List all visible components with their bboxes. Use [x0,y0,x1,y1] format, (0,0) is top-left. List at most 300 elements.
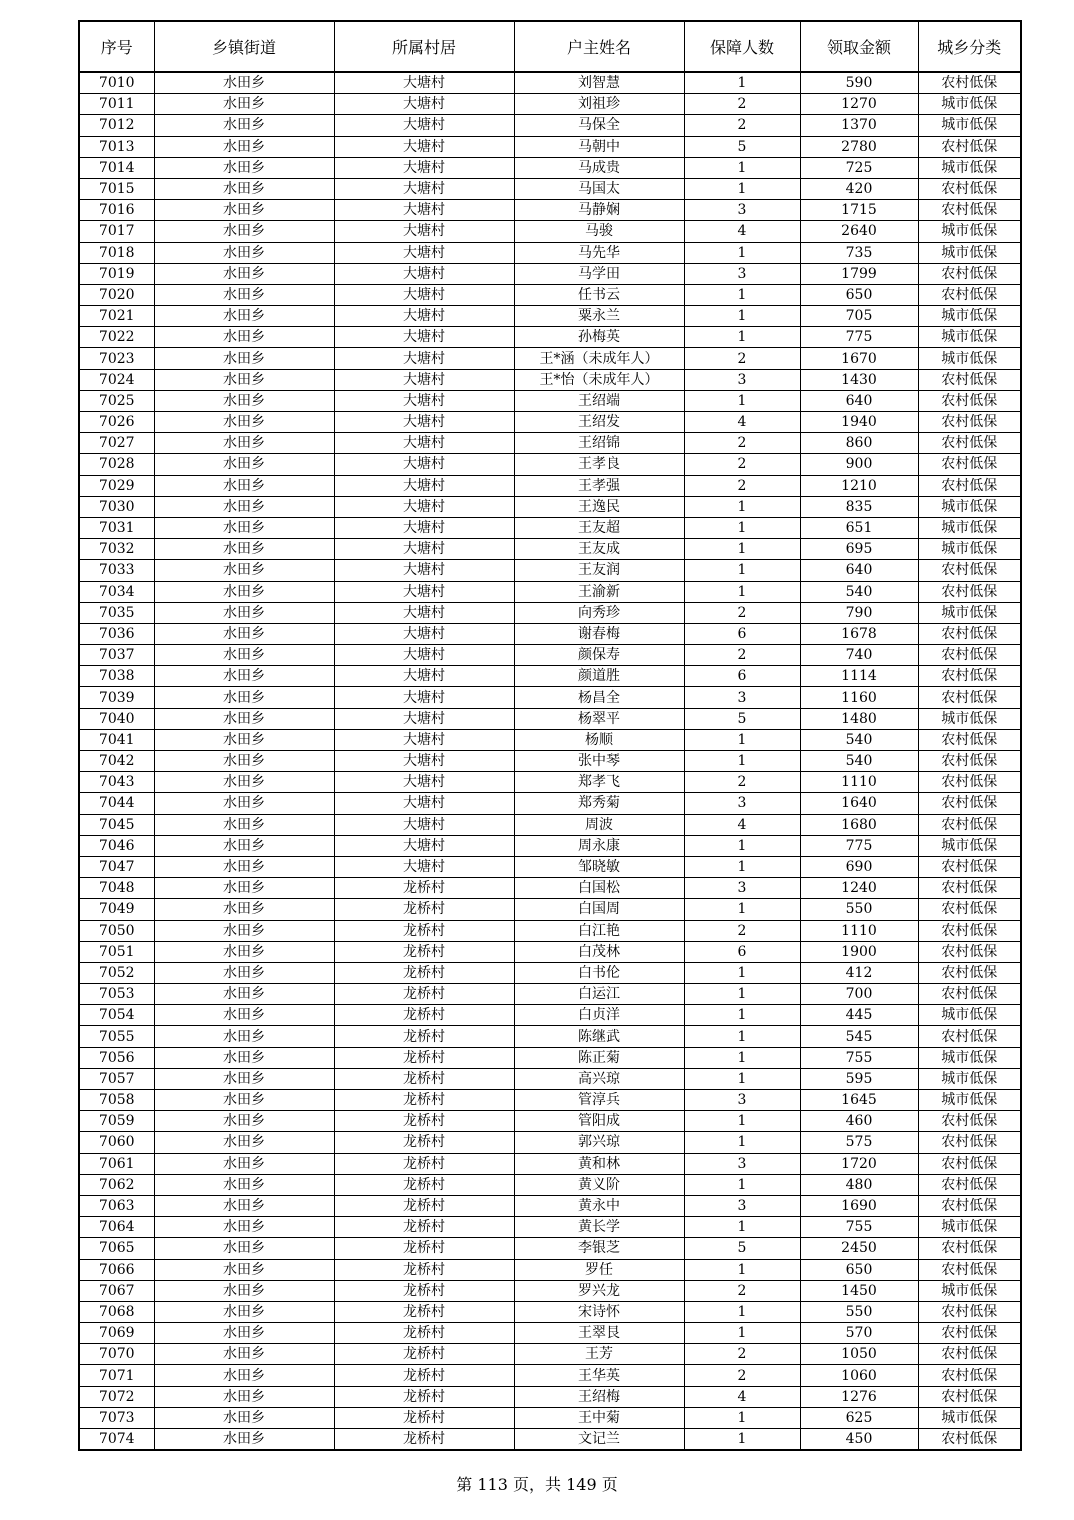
householder-name-cell: 王渝新 [514,581,684,602]
covered-persons-cell: 6 [684,666,800,687]
table-row [79,539,1021,560]
township-cell: 水田乡 [154,454,334,475]
amount-cell: 1640 [800,793,918,814]
householder-name-cell: 王逸民 [514,496,684,517]
serial-number-cell: 7057 [79,1068,154,1089]
village-cell: 大塘村 [334,242,514,263]
table-row [79,1344,1021,1365]
serial-number-cell: 7068 [79,1301,154,1322]
category-cell: 农村低保 [918,1386,1021,1407]
covered-persons-cell: 2 [684,772,800,793]
amount-cell: 2780 [800,136,918,157]
covered-persons-cell: 2 [684,115,800,136]
header-householder-name: 户主姓名 [514,21,684,72]
township-cell: 水田乡 [154,1111,334,1132]
householder-name-cell: 黄义阶 [514,1174,684,1195]
covered-persons-cell: 1 [684,581,800,602]
village-cell: 龙桥村 [334,1365,514,1386]
category-cell: 城市低保 [918,1407,1021,1428]
amount-cell: 755 [800,1217,918,1238]
village-cell: 龙桥村 [334,984,514,1005]
category-cell: 城市低保 [918,1280,1021,1301]
amount-cell: 550 [800,1301,918,1322]
village-cell: 大塘村 [334,136,514,157]
amount-cell: 1050 [800,1344,918,1365]
serial-number-cell: 7060 [79,1132,154,1153]
covered-persons-cell: 1 [684,899,800,920]
serial-number-cell: 7038 [79,666,154,687]
category-cell: 农村低保 [918,1323,1021,1344]
township-cell: 水田乡 [154,645,334,666]
township-cell: 水田乡 [154,412,334,433]
township-cell: 水田乡 [154,115,334,136]
serial-number-cell: 7054 [79,1005,154,1026]
category-cell: 城市低保 [918,327,1021,348]
village-cell: 大塘村 [334,475,514,496]
serial-number-cell: 7071 [79,1365,154,1386]
village-cell: 龙桥村 [334,1280,514,1301]
covered-persons-cell: 2 [684,348,800,369]
township-cell: 水田乡 [154,560,334,581]
category-cell: 农村低保 [918,1301,1021,1322]
covered-persons-cell: 3 [684,687,800,708]
serial-number-cell: 7046 [79,835,154,856]
village-cell: 大塘村 [334,645,514,666]
householder-name-cell: 王绍发 [514,412,684,433]
table-row [79,729,1021,750]
table-row [79,348,1021,369]
table-row [79,517,1021,538]
township-cell: 水田乡 [154,1005,334,1026]
village-cell: 大塘村 [334,772,514,793]
township-cell: 水田乡 [154,899,334,920]
amount-cell: 1276 [800,1386,918,1407]
serial-number-cell: 7021 [79,306,154,327]
township-cell: 水田乡 [154,306,334,327]
table-row [79,1301,1021,1322]
table-row [79,1386,1021,1407]
serial-number-cell: 7044 [79,793,154,814]
township-cell: 水田乡 [154,1195,334,1216]
township-cell: 水田乡 [154,729,334,750]
covered-persons-cell: 1 [684,284,800,305]
householder-name-cell: 白茂林 [514,941,684,962]
householder-name-cell: 罗兴龙 [514,1280,684,1301]
amount-cell: 540 [800,751,918,772]
serial-number-cell: 7066 [79,1259,154,1280]
category-cell: 农村低保 [918,136,1021,157]
covered-persons-cell: 1 [684,1259,800,1280]
householder-name-cell: 王翠艮 [514,1323,684,1344]
amount-cell: 595 [800,1068,918,1089]
village-cell: 龙桥村 [334,1068,514,1089]
township-cell: 水田乡 [154,1026,334,1047]
village-cell: 龙桥村 [334,1386,514,1407]
table-row [79,327,1021,348]
township-cell: 水田乡 [154,687,334,708]
amount-cell: 900 [800,454,918,475]
category-cell: 城市低保 [918,1217,1021,1238]
category-cell: 城市低保 [918,708,1021,729]
householder-name-cell: 颜保寿 [514,645,684,666]
covered-persons-cell: 1 [684,178,800,199]
serial-number-cell: 7065 [79,1238,154,1259]
township-cell: 水田乡 [154,1323,334,1344]
amount-cell: 1210 [800,475,918,496]
householder-name-cell: 任书云 [514,284,684,305]
householder-name-cell: 管阳成 [514,1111,684,1132]
householder-name-cell: 刘祖珍 [514,94,684,115]
householder-name-cell: 郑孝飞 [514,772,684,793]
table-row [79,221,1021,242]
village-cell: 龙桥村 [334,878,514,899]
householder-name-cell: 粟永兰 [514,306,684,327]
table-row [79,1026,1021,1047]
covered-persons-cell: 4 [684,412,800,433]
category-cell: 农村低保 [918,475,1021,496]
category-cell: 农村低保 [918,560,1021,581]
relief-table [78,20,1022,1451]
amount-cell: 1430 [800,369,918,390]
header-row [79,21,1021,72]
serial-number-cell: 7061 [79,1153,154,1174]
village-cell: 龙桥村 [334,1344,514,1365]
township-cell: 水田乡 [154,1301,334,1322]
category-cell: 农村低保 [918,433,1021,454]
township-cell: 水田乡 [154,157,334,178]
category-cell: 农村低保 [918,856,1021,877]
householder-name-cell: 郑秀菊 [514,793,684,814]
covered-persons-cell: 1 [684,1047,800,1068]
table-row [79,157,1021,178]
covered-persons-cell: 3 [684,369,800,390]
covered-persons-cell: 1 [684,327,800,348]
serial-number-cell: 7049 [79,899,154,920]
covered-persons-cell: 1 [684,157,800,178]
township-cell: 水田乡 [154,1344,334,1365]
village-cell: 大塘村 [334,433,514,454]
covered-persons-cell: 1 [684,1217,800,1238]
covered-persons-cell: 1 [684,835,800,856]
householder-name-cell: 周波 [514,814,684,835]
township-cell: 水田乡 [154,941,334,962]
township-cell: 水田乡 [154,793,334,814]
header-covered-persons: 保障人数 [684,21,800,72]
township-cell: 水田乡 [154,221,334,242]
amount-cell: 2450 [800,1238,918,1259]
village-cell: 大塘村 [334,835,514,856]
category-cell: 农村低保 [918,899,1021,920]
covered-persons-cell: 5 [684,136,800,157]
amount-cell: 651 [800,517,918,538]
amount-cell: 550 [800,899,918,920]
category-cell: 农村低保 [918,581,1021,602]
serial-number-cell: 7026 [79,412,154,433]
amount-cell: 790 [800,602,918,623]
serial-number-cell: 7012 [79,115,154,136]
householder-name-cell: 王孝良 [514,454,684,475]
amount-cell: 650 [800,284,918,305]
township-cell: 水田乡 [154,517,334,538]
householder-name-cell: 周永康 [514,835,684,856]
table-row [79,666,1021,687]
amount-cell: 640 [800,560,918,581]
township-cell: 水田乡 [154,390,334,411]
amount-cell: 1450 [800,1280,918,1301]
householder-name-cell: 马静娴 [514,200,684,221]
township-cell: 水田乡 [154,1068,334,1089]
serial-number-cell: 7050 [79,920,154,941]
householder-name-cell: 黄长学 [514,1217,684,1238]
covered-persons-cell: 2 [684,1365,800,1386]
category-cell: 城市低保 [918,602,1021,623]
township-cell: 水田乡 [154,1047,334,1068]
amount-cell: 545 [800,1026,918,1047]
category-cell: 农村低保 [918,984,1021,1005]
table-row [79,1429,1021,1451]
category-cell: 城市低保 [918,115,1021,136]
village-cell: 大塘村 [334,751,514,772]
village-cell: 大塘村 [334,708,514,729]
covered-persons-cell: 1 [684,1174,800,1195]
table-row [79,1068,1021,1089]
serial-number-cell: 7062 [79,1174,154,1195]
village-cell: 龙桥村 [334,1174,514,1195]
covered-persons-cell: 2 [684,1344,800,1365]
householder-name-cell: 管淳兵 [514,1090,684,1111]
householder-name-cell: 李银芝 [514,1238,684,1259]
village-cell: 龙桥村 [334,1407,514,1428]
serial-number-cell: 7027 [79,433,154,454]
township-cell: 水田乡 [154,263,334,284]
table-row [79,1217,1021,1238]
table-row [79,1238,1021,1259]
covered-persons-cell: 2 [684,602,800,623]
householder-name-cell: 马朝中 [514,136,684,157]
amount-cell: 590 [800,72,918,94]
serial-number-cell: 7058 [79,1090,154,1111]
table-row [79,242,1021,263]
covered-persons-cell: 1 [684,1026,800,1047]
village-cell: 大塘村 [334,115,514,136]
householder-name-cell: 马成贵 [514,157,684,178]
category-cell: 农村低保 [918,454,1021,475]
serial-number-cell: 7067 [79,1280,154,1301]
serial-number-cell: 7072 [79,1386,154,1407]
township-cell: 水田乡 [154,772,334,793]
amount-cell: 775 [800,327,918,348]
township-cell: 水田乡 [154,1386,334,1407]
covered-persons-cell: 2 [684,920,800,941]
category-cell: 农村低保 [918,793,1021,814]
amount-cell: 1645 [800,1090,918,1111]
amount-cell: 1110 [800,920,918,941]
table-row [79,369,1021,390]
page-footer: 第 113 页，共 149 页 [456,1475,618,1494]
township-cell: 水田乡 [154,94,334,115]
serial-number-cell: 7024 [79,369,154,390]
covered-persons-cell: 1 [684,729,800,750]
covered-persons-cell: 1 [684,1111,800,1132]
amount-cell: 1715 [800,200,918,221]
category-cell: 农村低保 [918,1429,1021,1451]
householder-name-cell: 黄和林 [514,1153,684,1174]
householder-name-cell: 黄永中 [514,1195,684,1216]
householder-name-cell: 白贞洋 [514,1005,684,1026]
table-row [79,1090,1021,1111]
householder-name-cell: 王绍锦 [514,433,684,454]
table-row [79,1047,1021,1068]
covered-persons-cell: 1 [684,1068,800,1089]
township-cell: 水田乡 [154,1090,334,1111]
category-cell: 城市低保 [918,1047,1021,1068]
serial-number-cell: 7022 [79,327,154,348]
householder-name-cell: 白国松 [514,878,684,899]
table-row [79,454,1021,475]
category-cell: 农村低保 [918,878,1021,899]
table-row [79,602,1021,623]
covered-persons-cell: 1 [684,496,800,517]
village-cell: 龙桥村 [334,1026,514,1047]
amount-cell: 445 [800,1005,918,1026]
covered-persons-cell: 1 [684,856,800,877]
category-cell: 农村低保 [918,1344,1021,1365]
householder-name-cell: 孙梅英 [514,327,684,348]
township-cell: 水田乡 [154,200,334,221]
amount-cell: 690 [800,856,918,877]
householder-name-cell: 宋诗怀 [514,1301,684,1322]
category-cell: 农村低保 [918,1026,1021,1047]
category-cell: 农村低保 [918,962,1021,983]
table-row [79,878,1021,899]
serial-number-cell: 7020 [79,284,154,305]
header-village: 所属村居 [334,21,514,72]
serial-number-cell: 7074 [79,1429,154,1451]
amount-cell: 575 [800,1132,918,1153]
amount-cell: 735 [800,242,918,263]
category-cell: 农村低保 [918,1238,1021,1259]
township-cell: 水田乡 [154,751,334,772]
village-cell: 龙桥村 [334,1301,514,1322]
village-cell: 大塘村 [334,793,514,814]
table-row [79,412,1021,433]
village-cell: 大塘村 [334,581,514,602]
serial-number-cell: 7052 [79,962,154,983]
householder-name-cell: 王*怡（未成年人） [514,369,684,390]
category-cell: 农村低保 [918,941,1021,962]
header-amount: 领取金额 [800,21,918,72]
householder-name-cell: 王友成 [514,539,684,560]
householder-name-cell: 马国太 [514,178,684,199]
village-cell: 大塘村 [334,200,514,221]
covered-persons-cell: 2 [684,454,800,475]
amount-cell: 1678 [800,623,918,644]
category-cell: 农村低保 [918,1174,1021,1195]
amount-cell: 705 [800,306,918,327]
serial-number-cell: 7016 [79,200,154,221]
amount-cell: 450 [800,1429,918,1451]
table-row [79,115,1021,136]
village-cell: 龙桥村 [334,1047,514,1068]
serial-number-cell: 7034 [79,581,154,602]
serial-number-cell: 7010 [79,72,154,94]
amount-cell: 1690 [800,1195,918,1216]
amount-cell: 775 [800,835,918,856]
householder-name-cell: 高兴琼 [514,1068,684,1089]
amount-cell: 860 [800,433,918,454]
village-cell: 大塘村 [334,623,514,644]
table-row [79,856,1021,877]
village-cell: 龙桥村 [334,1238,514,1259]
serial-number-cell: 7069 [79,1323,154,1344]
table-row [79,94,1021,115]
amount-cell: 460 [800,1111,918,1132]
village-cell: 大塘村 [334,284,514,305]
covered-persons-cell: 1 [684,1005,800,1026]
village-cell: 大塘村 [334,327,514,348]
header-serial-number: 序号 [79,21,154,72]
householder-name-cell: 白运江 [514,984,684,1005]
village-cell: 大塘村 [334,369,514,390]
township-cell: 水田乡 [154,1259,334,1280]
covered-persons-cell: 1 [684,984,800,1005]
covered-persons-cell: 4 [684,1386,800,1407]
householder-name-cell: 马先华 [514,242,684,263]
serial-number-cell: 7032 [79,539,154,560]
village-cell: 大塘村 [334,517,514,538]
village-cell: 大塘村 [334,496,514,517]
township-cell: 水田乡 [154,1153,334,1174]
householder-name-cell: 杨翠平 [514,708,684,729]
township-cell: 水田乡 [154,72,334,94]
table-row [79,984,1021,1005]
serial-number-cell: 7019 [79,263,154,284]
covered-persons-cell: 4 [684,814,800,835]
township-cell: 水田乡 [154,1365,334,1386]
category-cell: 农村低保 [918,412,1021,433]
serial-number-cell: 7033 [79,560,154,581]
householder-name-cell: 王绍梅 [514,1386,684,1407]
covered-persons-cell: 2 [684,94,800,115]
category-cell: 城市低保 [918,221,1021,242]
category-cell: 农村低保 [918,1195,1021,1216]
table-row [79,581,1021,602]
serial-number-cell: 7041 [79,729,154,750]
table-row [79,263,1021,284]
village-cell: 龙桥村 [334,1111,514,1132]
amount-cell: 1799 [800,263,918,284]
serial-number-cell: 7039 [79,687,154,708]
amount-cell: 420 [800,178,918,199]
village-cell: 大塘村 [334,856,514,877]
householder-name-cell: 马保全 [514,115,684,136]
table-row [79,306,1021,327]
householder-name-cell: 陈正菊 [514,1047,684,1068]
category-cell: 城市低保 [918,539,1021,560]
township-cell: 水田乡 [154,433,334,454]
covered-persons-cell: 2 [684,1280,800,1301]
category-cell: 农村低保 [918,284,1021,305]
village-cell: 龙桥村 [334,1323,514,1344]
serial-number-cell: 7014 [79,157,154,178]
village-cell: 龙桥村 [334,1429,514,1451]
serial-number-cell: 7030 [79,496,154,517]
township-cell: 水田乡 [154,962,334,983]
village-cell: 大塘村 [334,221,514,242]
village-cell: 龙桥村 [334,1259,514,1280]
amount-cell: 570 [800,1323,918,1344]
householder-name-cell: 杨昌全 [514,687,684,708]
